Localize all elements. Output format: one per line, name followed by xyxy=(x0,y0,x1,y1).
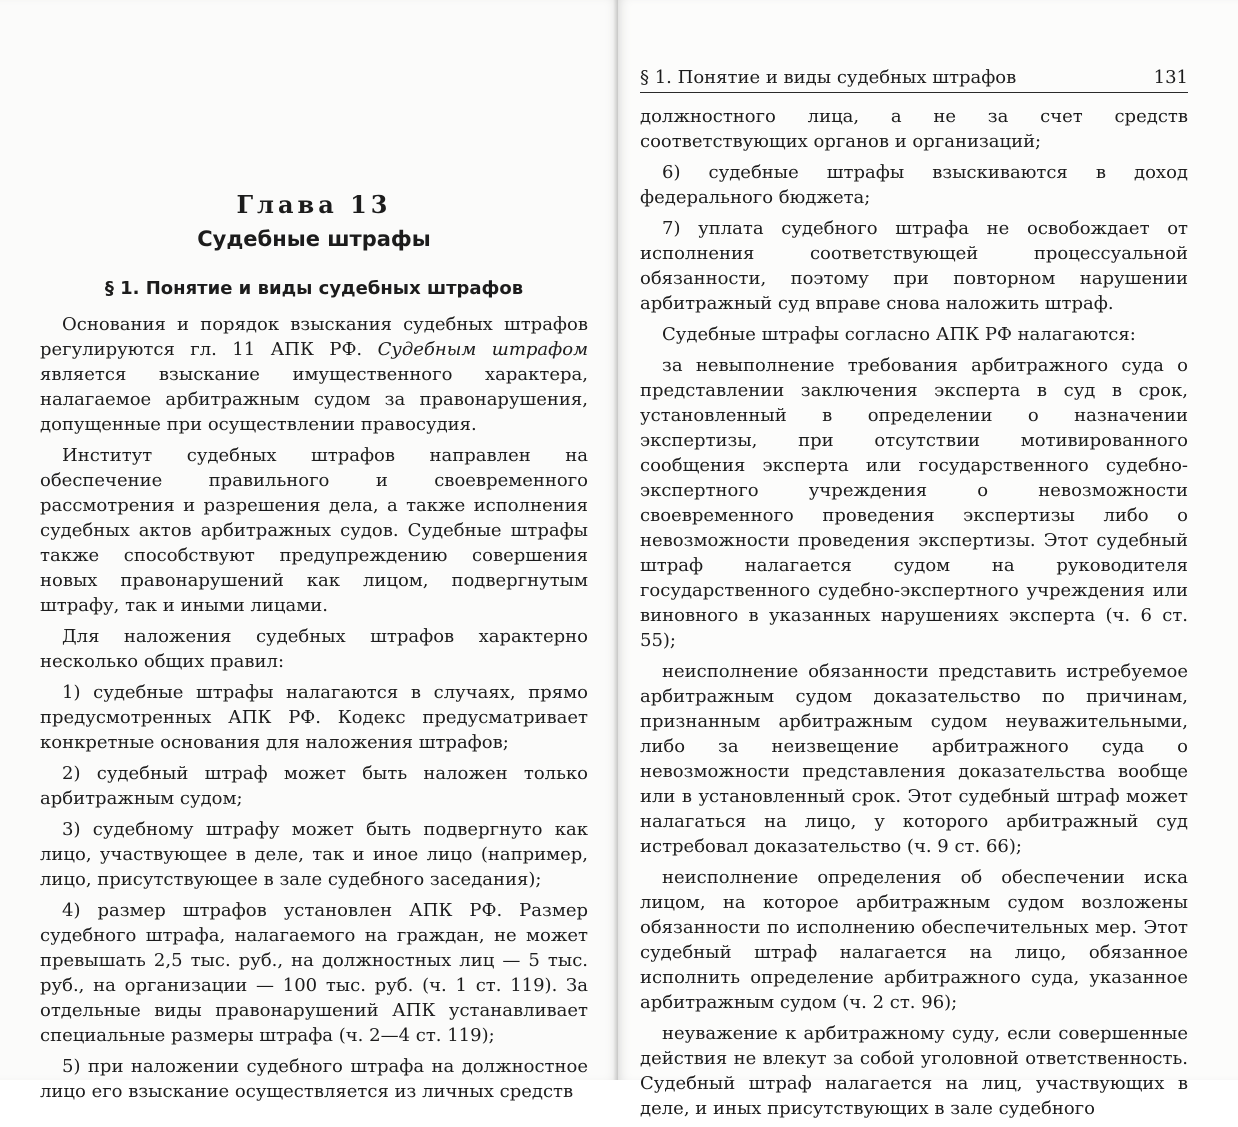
left-text-column xyxy=(40,190,588,1110)
right-page xyxy=(618,0,1238,1119)
case-interim-measures: неисполнение определения об обеспечении иска лицом, на которое арбитражным судом возложены обязанности по исполнению обеспечительных мер. Этот судебный штраф налагается на лицо, обязанное исполнить определение арбитражного суда, указанное арбитражным судом (ч. 2 ст. 96); xyxy=(640,867,1188,1013)
page-number: 131 xyxy=(1153,67,1188,88)
left-page xyxy=(0,0,618,1102)
running-head-title: § 1. Понятие и виды судебных штрафов xyxy=(640,67,1017,88)
rule-item-1: 1) судебные штрафы налагаются в случаях, прямо предусмотренных АПК РФ. Кодекс предусматривает конкретные основания для наложения штрафов; xyxy=(40,682,588,753)
case-contempt: неуважение к арбитражному суду, если совершенные действия не влекут за собой уголовной ответственность. Судебный штраф налагается на лиц, участвующих в деле, и иных присутствующих в зале судебного xyxy=(640,1023,1188,1119)
cases-intro: Судебные штрафы согласно АПК РФ налагаются: xyxy=(662,324,1136,345)
section-title: § 1. Понятие и виды судебных штрафов xyxy=(104,278,524,299)
paragraph-definition xyxy=(40,312,588,437)
paragraph-purpose: Институт судебных штрафов направлен на обеспечение правильного и своевременного рассмотрения и разрешения дела, а также исполнения судебных актов арбитражных судов. Судебные штрафы также способствуют предупреждению совершения новых правонарушений как лицом, подвергнутым штрафу, так и иными лицами. xyxy=(40,445,588,616)
rule-item-4: 4) размер штрафов установлен АПК РФ. Размер судебного штрафа, налагаемого на граждан, не может превышать 2,5 тыс. руб., на должностных лиц — 5 тыс. руб., на организации — 100 тыс. руб. (ч. 1 ст. 119). За отдельные виды правонарушений АПК устанавливает специальные размеры штрафа (ч. 2—4 ст. 119); xyxy=(40,900,588,1046)
paragraph-definition-start: Основания и порядок взыскания судебных штрафов регулируются гл. 11 АПК РФ. xyxy=(40,314,588,360)
right-text-column xyxy=(640,104,1188,1127)
paragraph-rules-intro: Для наложения судебных штрафов характерно несколько общих правил: xyxy=(40,626,588,672)
rule-item-3: 3) судебному штрафу может быть подвергнуто как лицо, участвующее в деле, так и иное лицо (например, лицо, присутствующее в зале судебного заседания); xyxy=(40,819,588,890)
rule-item-7: 7) уплата судебного штрафа не освобождает от исполнения соответствующей процессуальной обязанности, поэтому при повторном нарушении арбитражный суд вправе снова наложить штраф. xyxy=(640,218,1188,314)
paragraph-definition-end: является взыскание имущественного характера, налагаемое арбитражным судом за правонарушения, допущенные при осуществлении правосудия. xyxy=(40,364,588,435)
rule-item-5: 5) при наложении судебного штрафа на должностное лицо его взыскание осуществляется из личных средств xyxy=(40,1056,588,1102)
case-evidence: неисполнение обязанности представить истребуемое арбитражным судом доказательство по причинам, признанным арбитражным судом неуважительными, либо за неизвещение арбитражного суда о невозможности представления доказательства вообще или в установленный срок. Этот судебный штраф может налагаться на лицо, у которого арбитражный суд истребовал доказательство (ч. 9 ст. 66); xyxy=(640,661,1188,857)
defined-term: Судебным штрафом xyxy=(377,339,588,360)
rule-item-2: 2) судебный штраф может быть наложен только арбитражным судом; xyxy=(40,763,588,809)
chapter-number: Глава 13 xyxy=(236,190,392,219)
running-head xyxy=(640,64,1188,93)
chapter-title: Судебные штрафы xyxy=(197,227,431,251)
case-expert: за невыполнение требования арбитражного суда о представлении заключения эксперта в суд в срок, установленный в определении о назначении экспертизы, при отсутствии мотивированного сообщения эксперта или государственного судебно-экспертного учреждения о невозможности своевременного проведения экспертизы либо о невозможности проведения экспертизы. Этот судебный штраф налагается судом на руководителя государственного судебно-экспертного учреждения или виновного в указанных нарушениях эксперта (ч. 6 ст. 55); xyxy=(640,355,1188,651)
rule-item-6: 6) судебные штрафы взыскиваются в доход федерального бюджета; xyxy=(640,162,1188,208)
rule-item-5-continued: должностного лица, а не за счет средств соответствующих органов и организаций; xyxy=(640,106,1188,152)
